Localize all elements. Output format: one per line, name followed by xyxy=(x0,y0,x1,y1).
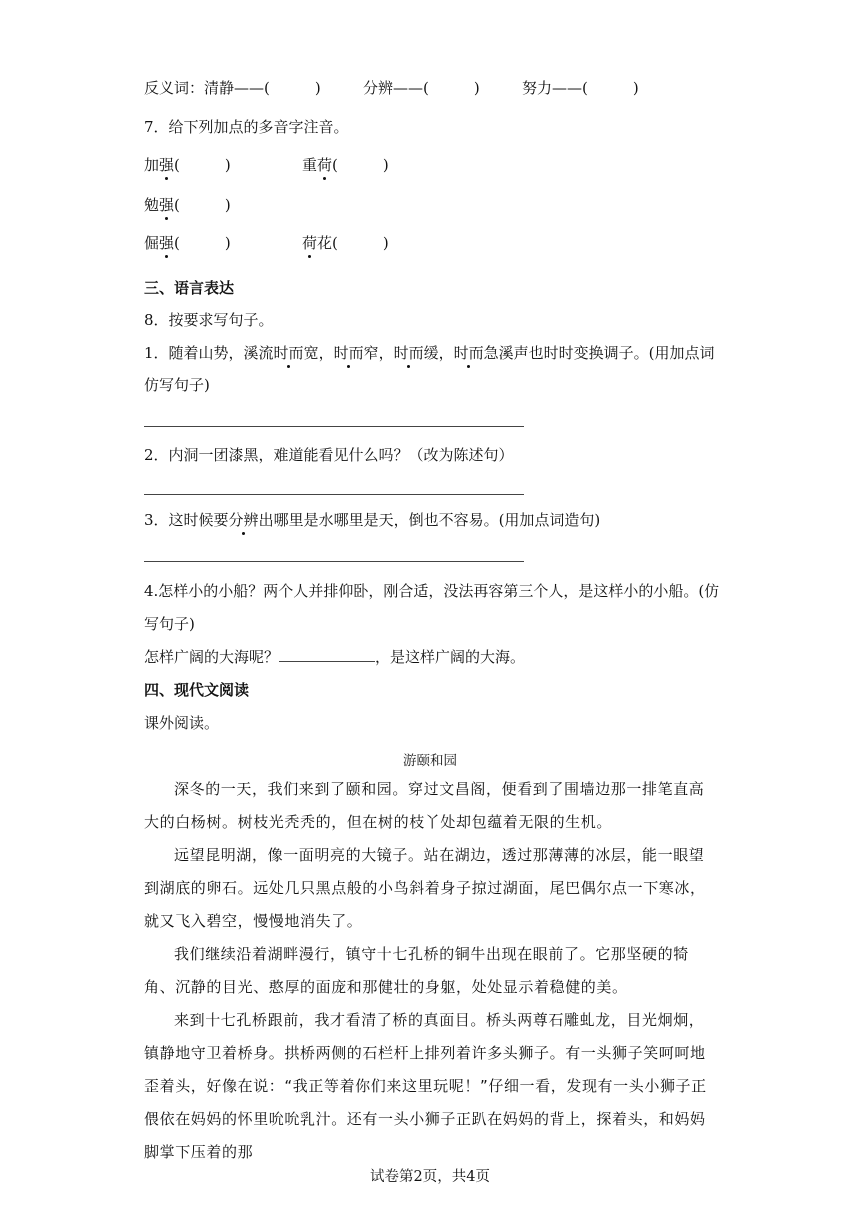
answer-line-3[interactable] xyxy=(144,561,524,562)
q8-s4-line2: 写句子) xyxy=(144,615,195,633)
q8-s2: 2．内洞一团漆黑，难道能看见什么吗？（改为陈述句） xyxy=(144,446,514,464)
passage-paragraph: 来到十七孔桥跟前，我才看清了桥的真面目。桥头两尊石雕虬龙，目光炯炯，镇静地守卫着桥身。拱桥两侧的石栏杆上排列着许多头狮子。有一头狮子笑呵呵地歪着头，好像在说：“我正等着你们来这里玩呢！”仔细一看，发现有一头小狮子正偎依在妈妈的怀里吮吮乳汁。还有一头小狮子正趴在妈妈的背上，探着头，和妈妈脚掌下压着的那 xyxy=(144,1011,707,1161)
answer-line-2[interactable] xyxy=(144,494,524,495)
antonym-item-2: 分辨——( ) xyxy=(363,79,480,97)
dotted-char: 荷 xyxy=(302,234,318,252)
passage-paragraph: 深冬的一天，我们来到了颐和园。穿过文昌阁，便看到了围墙边那一排笔直高大的白杨树。树枝光秃秃的，但在树的枝丫处却包蕴着无限的生机。 xyxy=(144,780,705,831)
dotted-word: 分辨 xyxy=(228,511,259,529)
dotted-char: 强 xyxy=(159,156,175,174)
section4-sub: 课外阅读。 xyxy=(144,714,220,732)
dotted-char: 强 xyxy=(159,196,175,214)
passage-body xyxy=(144,773,718,1169)
dotted-char: 强 xyxy=(159,234,175,252)
q8-s1: 1．随着山势，溪流时而宽，时而窄，时而缓，时而急溪声也时时变换调子。(用加点词 xyxy=(144,344,715,362)
passage-title: 游颐和园 xyxy=(403,753,457,769)
answer-line-1[interactable] xyxy=(144,426,524,427)
q8-s1-line2: 仿写句子) xyxy=(144,376,210,394)
q7-word-5: 荷花( ) xyxy=(302,234,389,252)
section4-heading: 四、现代文阅读 xyxy=(144,681,250,699)
fill-blank[interactable] xyxy=(279,647,375,662)
q8-s4-line3: 怎样广阔的大海呢？ ，是这样广阔的大海。 xyxy=(144,648,526,666)
q7-word-1: 加强( ) xyxy=(144,156,231,174)
q7-word-4: 倔强( ) xyxy=(144,234,231,252)
antonyms-label: 反义词： xyxy=(144,79,205,97)
q7-word-3: 勉强( ) xyxy=(144,196,231,214)
page-footer: 试卷第2页，共4页 xyxy=(370,1169,490,1185)
q7-word-2: 重荷( ) xyxy=(302,156,389,174)
q8-s3: 3．这时候要分辨出哪里是水哪里是天，倒也不容易。(用加点词造句) xyxy=(144,511,601,529)
q8-s4-line1: 4.怎样小的小船？两个人并排仰卧，刚合适，没法再容第三个人，是这样小的小船。(仿 xyxy=(144,582,720,600)
q7-heading: 7．给下列加点的多音字注音。 xyxy=(144,118,349,136)
passage-paragraph: 我们继续沿着湖畔漫行，镇守十七孔桥的铜牛出现在眼前了。它那坚硬的犄角、沉静的目光、憨厚的面庞和那健壮的身躯，处处显示着稳健的美。 xyxy=(144,945,689,996)
antonym-item-1: 清静——( ) xyxy=(204,79,321,97)
antonyms-row xyxy=(144,78,321,98)
passage-paragraph: 远望昆明湖，像一面明亮的大镜子。站在湖边，透过那薄薄的冰层，能一眼望到湖底的卵石。远处几只黑点般的小鸟斜着身子掠过湖面，尾巴偶尔点一下寒冰，就又飞入碧空，慢慢地消失了。 xyxy=(144,846,706,930)
dotted-char: 荷 xyxy=(317,156,333,174)
antonym-item-3: 努力——( ) xyxy=(522,79,639,97)
q8-heading: 8．按要求写句子。 xyxy=(144,311,274,329)
section3-heading: 三、语言表达 xyxy=(144,279,235,297)
